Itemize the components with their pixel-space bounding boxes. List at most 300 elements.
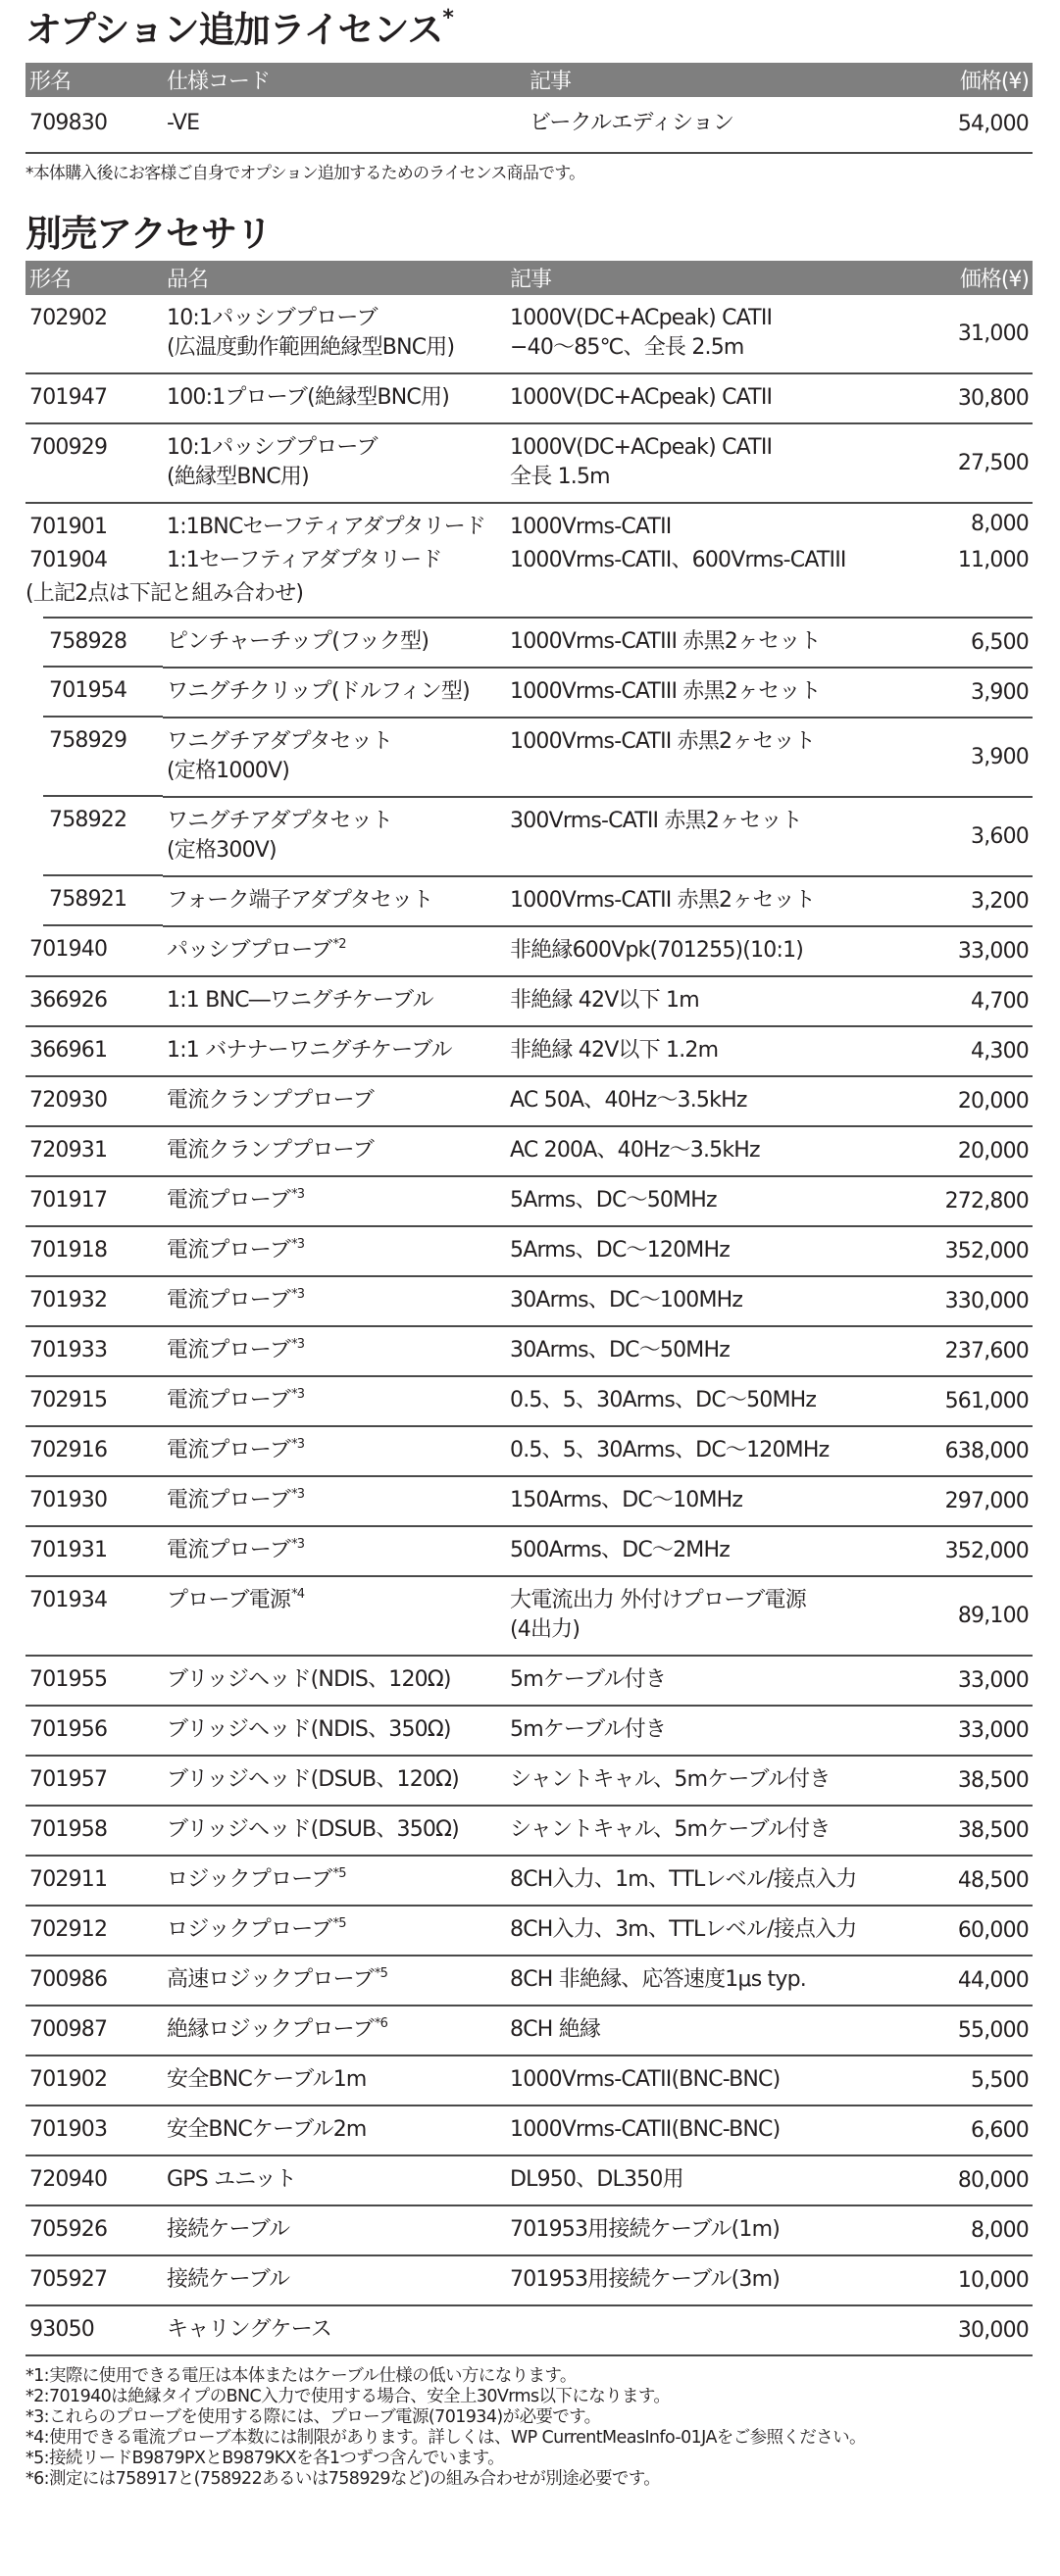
footnote-item: *3:これらのプローブを使用する際には、プローブ電源(701934)が必要です。 xyxy=(25,2407,601,2427)
cell-price-text: 48,500 xyxy=(957,1867,1029,1893)
table-row xyxy=(25,1906,1033,1956)
cell-price xyxy=(928,1276,1033,1326)
cell-name xyxy=(163,926,506,976)
cell-name-text: ワニグチアダプタセット xyxy=(167,729,393,754)
cell-price-text: 44,000 xyxy=(957,1967,1029,1993)
cell-model xyxy=(25,1576,163,1656)
cell-name xyxy=(163,1426,506,1476)
cell-note-text: 0.5、5、30Arms、DC〜50MHz xyxy=(510,1388,817,1412)
cell-note-text: シャントキャル、5mケーブル付き xyxy=(510,1817,831,1842)
sub-table-row xyxy=(25,797,1033,876)
footnote-item: *6:測定には758917と(758922あるいは758929など)の組み合わせが別途必要です。 xyxy=(25,2469,661,2489)
cell-price-text: 33,000 xyxy=(957,1717,1029,1743)
cell-name-text: 安全BNCケーブル2m xyxy=(167,2117,367,2142)
footnote-ref: *3 xyxy=(291,1337,305,1352)
footnote-ref: *3 xyxy=(291,1537,305,1552)
cell-name xyxy=(163,2105,506,2155)
cell-name-text: 1:1セーフティアダプタリード xyxy=(167,548,442,572)
cell-price-text: 30,000 xyxy=(957,2317,1029,2343)
cell-model xyxy=(25,976,163,1026)
cell-model-text: 701918 xyxy=(29,1238,108,1263)
cell-price-text: 55,000 xyxy=(957,2017,1029,2043)
cell-name-text: 電流クランププローブ xyxy=(167,1138,374,1163)
cell-name xyxy=(163,544,506,577)
cell-model xyxy=(25,1076,163,1126)
table-row xyxy=(25,2155,1033,2205)
cell-price-text: 638,000 xyxy=(944,1438,1029,1463)
cell-price-text: 38,500 xyxy=(957,1767,1029,1793)
cell-name xyxy=(163,1026,506,1076)
header-note: 記事 xyxy=(526,63,928,97)
cell-price-text: 33,000 xyxy=(957,1667,1029,1693)
cell-model-text: 701917 xyxy=(29,1188,108,1213)
cell-model-text: 758929 xyxy=(49,728,127,753)
cell-model xyxy=(25,1376,163,1426)
accessories-title: 別売アクセサリ xyxy=(25,213,272,255)
cell-model xyxy=(25,1906,163,1956)
cell-note xyxy=(506,926,928,976)
cell-model-text: 701956 xyxy=(29,1717,108,1742)
table-row xyxy=(25,295,1033,373)
cell-model xyxy=(25,503,163,544)
table-row xyxy=(25,2056,1033,2105)
header-model: 形名 xyxy=(25,63,163,97)
cell-model xyxy=(25,1226,163,1276)
cell-price xyxy=(928,1476,1033,1526)
cell-price xyxy=(928,373,1033,423)
table-row xyxy=(25,1326,1033,1376)
cell-note-text: 1000Vrms-CATIII 赤黒2ヶセット xyxy=(510,629,821,654)
cell-note xyxy=(506,2105,928,2155)
cell-note-text: 非絶縁600Vpk(701255)(10:1) xyxy=(510,938,804,963)
cell-model-text: 720940 xyxy=(29,2167,108,2192)
cell-note xyxy=(506,1906,928,1956)
table-row xyxy=(25,2305,1033,2355)
cell-model-text: 701931 xyxy=(29,1538,108,1562)
cell-name-line2: (定格300V) xyxy=(167,838,277,863)
cell-note xyxy=(506,876,928,926)
cell-model xyxy=(25,544,163,577)
footnote-ref: *3 xyxy=(291,1387,305,1402)
cell-price xyxy=(928,876,1033,926)
table-row xyxy=(25,1956,1033,2006)
cell-price-text: 31,000 xyxy=(957,321,1029,346)
cell-model-text: 705927 xyxy=(29,2267,108,2292)
cell-name xyxy=(163,1906,506,1956)
table-row xyxy=(25,97,1033,153)
cell-note-text: 0.5、5、30Arms、DC〜120MHz xyxy=(510,1438,830,1462)
cell-note-text: AC 200A、40Hz〜3.5kHz xyxy=(510,1138,760,1163)
cell-note-text: 1000Vrms-CATIII 赤黒2ヶセット xyxy=(510,679,821,704)
cell-price-text: 33,000 xyxy=(957,938,1029,964)
cell-note xyxy=(506,1856,928,1906)
cell-name xyxy=(163,2205,506,2255)
cell-note-text: 非絶縁 42V以下 1m xyxy=(510,988,699,1013)
footnote-ref: *5 xyxy=(332,1866,346,1881)
cell-name xyxy=(163,976,506,1026)
cell-model xyxy=(25,2305,163,2355)
cell-price-text: 297,000 xyxy=(944,1488,1029,1513)
cell-name xyxy=(163,1526,506,1576)
cell-price-text: 3,200 xyxy=(971,888,1029,914)
cell-model-text: 701954 xyxy=(49,678,127,703)
cell-note-line2: (4出力) xyxy=(510,1617,580,1642)
cell-note xyxy=(506,1376,928,1426)
table-row xyxy=(25,1706,1033,1756)
cell-note xyxy=(506,1576,928,1656)
header-spec-code: 仕様コード xyxy=(163,63,526,97)
cell-price xyxy=(928,1126,1033,1176)
cell-note-text: 5Arms、DC〜50MHz xyxy=(510,1188,717,1213)
cell-model-text: 701902 xyxy=(29,2067,108,2092)
cell-note-text: 8CH 非絶縁、応答速度1μs typ. xyxy=(510,1967,806,1992)
cell-price-text: 561,000 xyxy=(944,1388,1029,1413)
cell-name-text: ブリッジヘッド(DSUB、120Ω) xyxy=(167,1767,459,1792)
cell-price xyxy=(928,2305,1033,2355)
table-row xyxy=(25,2006,1033,2056)
cell-note-line2: −40〜85℃、全長 2.5m xyxy=(510,335,744,360)
table-row xyxy=(25,1576,1033,1656)
cell-model-text: 701934 xyxy=(29,1588,108,1612)
cell-model-text: 701932 xyxy=(29,1288,108,1313)
cell-name xyxy=(163,1376,506,1426)
cell-model xyxy=(25,1706,163,1756)
cell-model-text: 702916 xyxy=(29,1438,108,1462)
cell-price xyxy=(928,1226,1033,1276)
option-license-table xyxy=(25,63,1033,154)
footnote-ref: *3 xyxy=(291,1237,305,1252)
cell-price-text: 5,500 xyxy=(971,2067,1029,2093)
cell-name-text: 安全BNCケーブル1m xyxy=(167,2067,367,2092)
cell-name-text: 電流プローブ xyxy=(167,1438,291,1462)
cell-note xyxy=(506,1176,928,1226)
footnote-ref: *3 xyxy=(291,1437,305,1452)
cell-note-text: 大電流出力 外付けプローブ電源 xyxy=(510,1588,806,1612)
cell-price-text: 20,000 xyxy=(957,1088,1029,1114)
cell-note xyxy=(506,1076,928,1126)
cell-name xyxy=(163,2155,506,2205)
cell-model xyxy=(25,1476,163,1526)
cell-model xyxy=(25,1176,163,1226)
cell-note xyxy=(506,1276,928,1326)
cell-note xyxy=(506,1126,928,1176)
cell-price-text: 80,000 xyxy=(957,2167,1029,2193)
cell-model xyxy=(25,2255,163,2305)
cell-price-text: 27,500 xyxy=(957,450,1029,475)
cell-name xyxy=(163,668,506,718)
cell-name-text: 1:1BNCセーフティアダプタリード xyxy=(167,515,486,539)
cell-name-line2: (定格1000V) xyxy=(167,759,290,783)
cell-model xyxy=(25,2006,163,2056)
cell-note xyxy=(506,797,928,876)
table-row xyxy=(25,1856,1033,1906)
cell-name xyxy=(163,1576,506,1656)
cell-note xyxy=(506,976,928,1026)
cell-price-text: 352,000 xyxy=(944,1538,1029,1563)
cell-name-text: ワニグチアダプタセット xyxy=(167,809,393,833)
cell-name-text: ブリッジヘッド(NDIS、350Ω) xyxy=(167,1717,451,1742)
cell-price-text: 20,000 xyxy=(957,1138,1029,1164)
cell-name-text: 10:1パッシブプローブ xyxy=(167,435,378,460)
cell-note xyxy=(506,1476,928,1526)
cell-note xyxy=(506,1226,928,1276)
option-license-title: オプション追加ライセンス* xyxy=(25,6,453,51)
cell-model xyxy=(25,718,163,797)
cell-price xyxy=(928,295,1033,373)
cell-note xyxy=(506,2006,928,2056)
cell-price xyxy=(928,1756,1033,1806)
cell-note-text: 150Arms、DC〜10MHz xyxy=(510,1488,743,1512)
cell-price-text: 330,000 xyxy=(944,1288,1029,1313)
cell-model-text: 720931 xyxy=(29,1138,108,1163)
cell-model xyxy=(25,1856,163,1906)
cell-name-text: 電流プローブ xyxy=(167,1238,291,1263)
cell-price-text: 272,800 xyxy=(944,1188,1029,1214)
cell-price-text: 6,500 xyxy=(971,629,1029,655)
cell-note-text: 1000Vrms-CATII 赤黒2ヶセット xyxy=(510,888,816,913)
table-row xyxy=(25,423,1033,503)
cell-price xyxy=(928,619,1033,668)
cell-name-text: パッシブプローブ xyxy=(167,938,332,963)
cell-name-text: 10:1パッシブプローブ xyxy=(167,306,378,330)
footnote-ref: *3 xyxy=(291,1487,305,1502)
cell-note-text: 8CH入力、1m、TTLレベル/接点入力 xyxy=(510,1867,857,1892)
cell-note xyxy=(506,1956,928,2006)
cell-model xyxy=(25,1326,163,1376)
cell-name-text: 1:1 バナナーワニグチケーブル xyxy=(167,1038,452,1063)
footnote-ref: *5 xyxy=(374,1966,388,1981)
cell-name-text: ピンチャーチップ(フック型) xyxy=(167,629,429,654)
cell-price-text: 38,500 xyxy=(957,1817,1029,1843)
cell-model-text: 366961 xyxy=(29,1038,108,1063)
cell-model-text: 700929 xyxy=(29,435,108,460)
cell-model-text: 702915 xyxy=(29,1388,108,1412)
cell-name xyxy=(163,423,506,503)
sub-table-row xyxy=(25,668,1033,718)
cell-model-text: 705926 xyxy=(29,2217,108,2242)
cell-price xyxy=(928,503,1033,544)
cell-note-text: 1000V(DC+ACpeak) CATII xyxy=(510,385,773,410)
footnote-ref: *4 xyxy=(291,1587,305,1602)
table-row xyxy=(25,1076,1033,1126)
cell-note xyxy=(506,1526,928,1576)
cell-model-text: 758928 xyxy=(49,629,127,654)
cell-name-text: 電流プローブ xyxy=(167,1338,291,1362)
cell-model xyxy=(25,797,163,876)
cell-model xyxy=(25,423,163,503)
cell-name xyxy=(163,1956,506,2006)
cell-name xyxy=(163,1476,506,1526)
cell-price xyxy=(928,423,1033,503)
cell-price-text: 237,600 xyxy=(944,1338,1029,1363)
group-note-row xyxy=(25,577,1033,617)
cell-model xyxy=(25,2155,163,2205)
cell-note-text: 1000Vrms-CATII xyxy=(510,515,672,539)
cell-note-text: DL950、DL350用 xyxy=(510,2167,683,2192)
cell-name-text: プローブ電源 xyxy=(167,1588,291,1612)
cell-note-text: 300Vrms-CATII 赤黒2ヶセット xyxy=(510,809,802,833)
cell-name-text: ロジックプローブ xyxy=(167,1867,332,1892)
cell-price xyxy=(928,1376,1033,1426)
table-row xyxy=(25,1276,1033,1326)
table-header xyxy=(25,261,1033,295)
cell-name xyxy=(163,1076,506,1126)
cell-price-text: 6,600 xyxy=(971,2117,1029,2143)
cell-name-text: 電流プローブ xyxy=(167,1288,291,1313)
cell-name-line2: (絶縁型BNC用) xyxy=(167,465,309,489)
cell-name-text: キャリングケース xyxy=(167,2317,332,2342)
footnote-item: *1:実際に使用できる電圧は本体またはケーブル仕様の低い方になります。 xyxy=(25,2366,577,2386)
cell-price xyxy=(928,926,1033,976)
table-row xyxy=(25,1426,1033,1476)
cell-price-text: 11,000 xyxy=(957,548,1029,572)
cell-note-text: 5Arms、DC〜120MHz xyxy=(510,1238,730,1263)
header-model: 形名 xyxy=(25,261,163,295)
cell-name-text: 100:1プローブ(絶縁型BNC用) xyxy=(167,385,449,410)
cell-note-text: 1000V(DC+ACpeak) CATII xyxy=(510,435,773,460)
cell-name-text: ワニグチクリップ(ドルフィン型) xyxy=(167,679,470,704)
cell-model xyxy=(25,926,163,976)
cell-model-text: 701955 xyxy=(29,1667,108,1692)
cell-model-text: 366926 xyxy=(29,988,108,1013)
cell-price xyxy=(928,668,1033,718)
cell-name-text: 接続ケーブル xyxy=(167,2217,290,2242)
cell-name xyxy=(163,2305,506,2355)
cell-note xyxy=(506,1326,928,1376)
sub-table-row xyxy=(25,619,1033,668)
cell-price xyxy=(928,1956,1033,2006)
cell-price xyxy=(928,1856,1033,1906)
cell-note-text: 8CH入力、3m、TTLレベル/接点入力 xyxy=(510,1917,857,1942)
cell-price xyxy=(928,544,1033,577)
cell-spec-code: -VE xyxy=(163,97,526,153)
cell-name xyxy=(163,1276,506,1326)
cell-name xyxy=(163,1176,506,1226)
footnote-item: *2:701940は絶縁タイプのBNC入力で使用する場合、安全上30Vrms以下になります。 xyxy=(25,2387,671,2406)
cell-name xyxy=(163,1226,506,1276)
cell-model-text: 701901 xyxy=(29,515,108,539)
cell-note xyxy=(506,718,928,797)
cell-note-text: 1000Vrms-CATII(BNC-BNC) xyxy=(510,2117,781,2142)
cell-price-text: 3,900 xyxy=(971,679,1029,705)
cell-model-text: 758922 xyxy=(49,808,127,832)
table-row xyxy=(25,1476,1033,1526)
cell-name xyxy=(163,1856,506,1906)
cell-note xyxy=(506,1026,928,1076)
table-row xyxy=(25,1126,1033,1176)
cell-model-text: 701957 xyxy=(29,1767,108,1792)
cell-price xyxy=(928,1576,1033,1656)
cell-name-text: 電流プローブ xyxy=(167,1488,291,1512)
cell-model xyxy=(25,2056,163,2105)
cell-price-text: 3,900 xyxy=(971,744,1029,769)
cell-name xyxy=(163,503,506,544)
cell-note-text: 8CH 絶縁 xyxy=(510,2017,601,2042)
cell-model xyxy=(25,1806,163,1856)
cell-note-text: 30Arms、DC〜50MHz xyxy=(510,1338,730,1362)
cell-price-text: 30,800 xyxy=(957,385,1029,411)
cell-model xyxy=(25,1956,163,2006)
cell-name xyxy=(163,2056,506,2105)
cell-note-text: 5mケーブル付き xyxy=(510,1667,667,1692)
cell-name-text: 電流プローブ xyxy=(167,1388,291,1412)
cell-note-text: 30Arms、DC〜100MHz xyxy=(510,1288,743,1313)
header-price: 価格(¥) xyxy=(928,63,1033,97)
footnote-item: *4:使用できる電流プローブ本数には制限があります。詳しくは、WP CurrentMeasInfo-01JAをご参照ください。 xyxy=(25,2428,866,2448)
footnote-ref: *3 xyxy=(291,1187,305,1202)
cell-model xyxy=(25,1426,163,1476)
cell-model-text: 702902 xyxy=(29,306,108,330)
cell-price xyxy=(928,1806,1033,1856)
table-row xyxy=(25,1226,1033,1276)
cell-model xyxy=(25,1276,163,1326)
table-row xyxy=(25,373,1033,423)
table-row xyxy=(25,1756,1033,1806)
cell-price xyxy=(928,1426,1033,1476)
cell-price xyxy=(928,1706,1033,1756)
cell-note-line2: 全長 1.5m xyxy=(510,465,610,489)
cell-model xyxy=(25,373,163,423)
cell-note xyxy=(506,619,928,668)
cell-note xyxy=(506,1756,928,1806)
table-row xyxy=(25,1806,1033,1856)
cell-note xyxy=(506,544,928,577)
cell-price xyxy=(928,2255,1033,2305)
cell-name xyxy=(163,2006,506,2056)
cell-name-text: 接続ケーブル xyxy=(167,2267,290,2292)
cell-price xyxy=(928,1076,1033,1126)
cell-note xyxy=(506,2305,928,2355)
cell-note-text: 1000V(DC+ACpeak) CATII xyxy=(510,306,773,330)
cell-name xyxy=(163,1126,506,1176)
cell-name-text: ロジックプローブ xyxy=(167,1917,332,1942)
cell-model xyxy=(25,2105,163,2155)
cell-price-text: 4,700 xyxy=(971,988,1029,1014)
cell-model-text: 758921 xyxy=(49,887,127,912)
cell-price-text: 60,000 xyxy=(957,1917,1029,1943)
cell-name xyxy=(163,1326,506,1376)
cell-model xyxy=(25,876,163,926)
cell-model-text: 700987 xyxy=(29,2017,108,2042)
option-license-footnote: *本体購入後にお客様ご自身でオプション追加するためのライセンス商品です。 xyxy=(25,164,585,183)
table-row xyxy=(25,1656,1033,1706)
cell-price xyxy=(928,718,1033,797)
cell-model: 709830 xyxy=(25,97,163,153)
group-note: (上記2点は下記と組み合わせ) xyxy=(25,581,304,606)
cell-model-text: 93050 xyxy=(29,2317,94,2342)
table-row xyxy=(25,2255,1033,2305)
table-row xyxy=(25,503,1033,544)
cell-note: ビークルエディション xyxy=(526,97,928,153)
cell-model xyxy=(25,1126,163,1176)
cell-note-text: 701953用接続ケーブル(1m) xyxy=(510,2217,780,2242)
cell-model-text: 702911 xyxy=(29,1867,108,1892)
cell-price xyxy=(928,2006,1033,2056)
cell-name xyxy=(163,295,506,373)
cell-model-text: 701903 xyxy=(29,2117,108,2142)
cell-note xyxy=(506,1806,928,1856)
table-row xyxy=(25,1376,1033,1426)
cell-note xyxy=(506,423,928,503)
cell-name-text: 絶縁ロジックプローブ xyxy=(167,2017,374,2042)
cell-name-text: フォーク端子アダプタセット xyxy=(167,888,433,913)
cell-name xyxy=(163,373,506,423)
cell-price-text: 352,000 xyxy=(944,1238,1029,1263)
cell-name-text: 電流クランププローブ xyxy=(167,1088,374,1113)
cell-note xyxy=(506,2155,928,2205)
footnote-ref: *5 xyxy=(332,1916,346,1931)
cell-price-text: 89,100 xyxy=(957,1603,1029,1628)
